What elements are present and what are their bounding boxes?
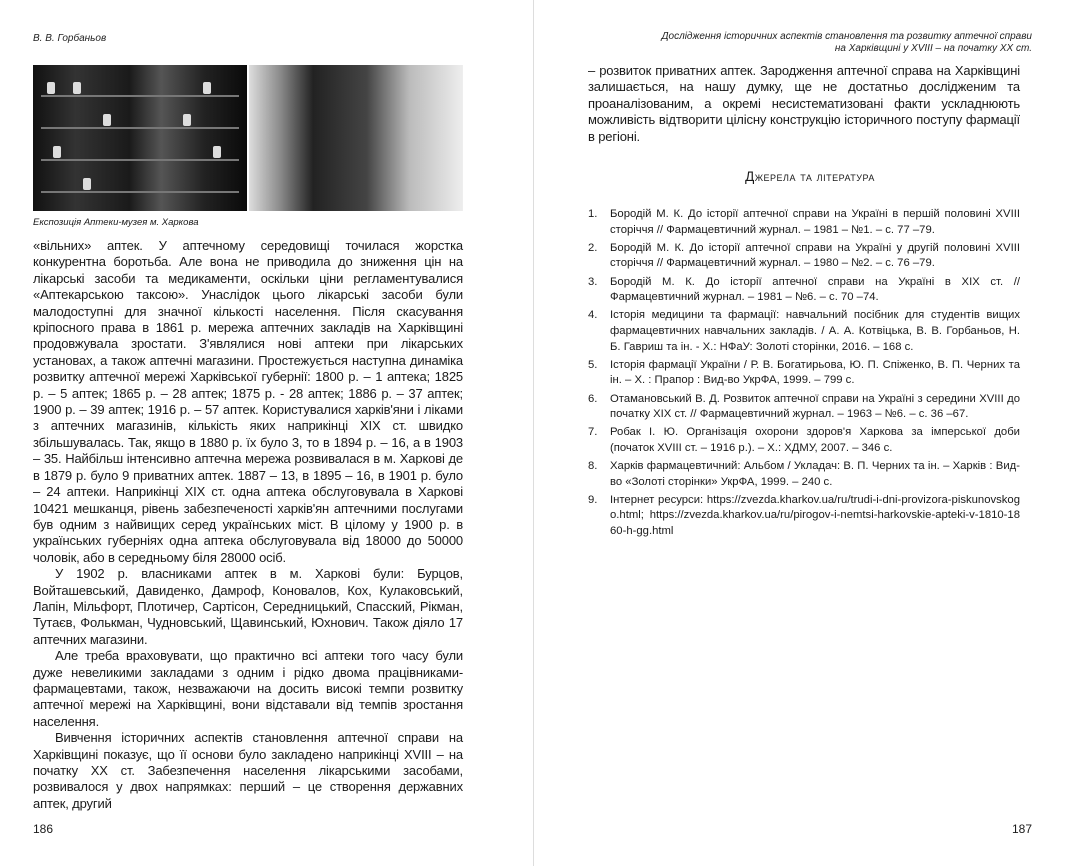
ref-number: 2. <box>588 241 598 254</box>
pharmacy-shelves-photo <box>33 65 247 211</box>
ref-text: Бородій М. К. До історії аптечної справи на Україні в першій половині XVIII сторіччя // Фармацевтичний журнал. – 1981 – №1. – с. 77 –79. <box>610 208 1020 236</box>
page-number: 186 <box>33 822 54 837</box>
reference-item <box>588 425 1020 456</box>
ref-number: 4. <box>588 309 598 322</box>
reference-item <box>588 207 1020 238</box>
ref-text: Робак І. Ю. Організація охорони здоров'я Харкова за імперської доби (початок XVIII ст. – 1916 р.). – Х.: ХДМУ, 2007. – 346 с. <box>610 426 1020 454</box>
ref-number: 3. <box>588 275 598 288</box>
ref-text: Бородій М. К. До історії аптечної справи на Україні у другій половині XVIII сторіччя // Фармацевтичний журнал. – 1980 – №2. – с. 76 –79. <box>610 241 1020 270</box>
pharmacy-interior-photo <box>249 65 463 211</box>
ref-text: Історія фармації України / Р. В. Богатирьова, Ю. П. Спіженко, В. П. Черних та ін. – Х. : Прапор : Вид-во УкрФА, 1999. – 799 с. <box>610 358 1020 387</box>
right-page <box>534 0 1068 866</box>
intro-text <box>588 63 1020 145</box>
references-heading: Джерела та література <box>745 169 875 185</box>
ref-number: 7. <box>588 426 598 439</box>
paragraph: – розвиток приватних аптек. Зародження аптечної справа на Харківщині залишається, на нашу думку, ще не достатньо дослідженим та проаналізованим, а окремі несистематизовані факти ускладнюють можливість відтворити цілісну конструкцію історичного поступу фармації в регіоні. <box>588 63 1020 144</box>
ref-number: 8. <box>588 460 598 473</box>
ref-number: 9. <box>588 493 598 506</box>
ref-number: 5. <box>588 358 598 371</box>
ref-text: Харків фармацевтичний: Альбом / Укладач: В. П. Черних та ін. – Харків : Вид-во «Золоті сторінки» УкрФА, 1999. – 240 с. <box>610 460 1020 488</box>
reference-item <box>588 275 1020 306</box>
paragraph: «вільних» аптек. У аптечному середовищі точилася жорстка конкурентна боротьба. Але вона не приводила до зниження цін на лікарські засоби та медикаменти, оскільки ціни регламентувалися «Аптекарською таксою». Унаслідок цього лікарські засоби були малодоступні для значної кількості населення. Після скасування кріпосного права в 1861 р. мережа аптечних закладів на Харківщині продовжувала зростати. З'являлися нові аптеки при лікарських установах, а також аптечні магазини. Простежується наступна динаміка розвитку аптечної мережі Харківської губернії: 1800 р. – 1 аптека; 1825 р. – 5 аптек; 1865 р. – 28 аптек; 1875 р. - 28 аптек; 1886 р. – 37 аптек; 1900 р. – 39 аптек; 1916 р. – 57 аптек. Користувалися харків'яни і ліками з аптечних магазинів, кількість яких наприкінці XIX ст. швидко збільшувалась. Так, якщо в 1880 р. їх було 3, то в 1894 р. – 16, а в 1903 – 35. Найбільш інтенсивно аптечна мережа розвивалася в м. Харкові де в 1879 р. було 9 приватних аптек. 1887 – 13, в 1895 – 16, в 1901 р. було – 24 аптеки. Наприкінці XIX ст. одна аптека обслуговувала в Харкові 10421 мешканця, рівень забезпеченості харків'ян аптечними послугами був одним з найвищих серед українських міст. В цілому у 1900 р. в українських губерніях одна аптека обслуговувала від 18000 до 50000 чоловік, або в середньому біля 28000 осіб. <box>33 238 463 565</box>
reference-item <box>588 358 1020 389</box>
references-list <box>588 207 1020 542</box>
body-text <box>33 238 463 812</box>
ref-text: Історія медицини та фармації: навчальний посібник для студентів вищих фармацевтичних навчальних закладів. / А. А. Котвіцька, В. В. Горбаньов, Н. Б. Гавриш та ін. - Х.: НФаУ: Золоті сторінки, 2016. – 168 с. <box>610 309 1020 353</box>
photo-caption: Експозиція Аптеки-музея м. Харкова <box>33 217 199 228</box>
reference-item <box>588 392 1020 423</box>
paragraph: У 1902 р. власниками аптек в м. Харкові були: Бурцов, Войташевський, Давиденко, Дамроф, Коновалов, Кох, Кулаковський, Лапін, Мільфорт, Плотичер, Сартісон, Середницький, Спасский, Рікман, Тутаєв, Фолькман, Чудновський, Щавинський, Юхнович. Також діяло 17 аптечних магазини. <box>33 566 463 647</box>
page-number: 187 <box>1011 822 1032 837</box>
reference-item <box>588 493 1020 540</box>
paragraph: Вивчення історичних аспектів становлення аптечної справи на Харківщині показує, що її основи було закладено наприкінці XVIII – на початку XX ст. Забезпечення населення лікарськими засобами, розвивалося у двох напрямках: перший – це створення державних аптек, другий <box>33 730 463 811</box>
header-line: Дослідження історичних аспектів становлення та розвитку аптечної справи <box>661 31 1032 42</box>
reference-item <box>588 459 1020 490</box>
running-header-title <box>588 31 1032 55</box>
running-header-author: В. В. Горбаньов <box>33 33 107 44</box>
reference-item <box>588 308 1020 355</box>
ref-number: 6. <box>588 392 598 405</box>
paragraph: Але треба враховувати, що практично всі аптеки того часу були дуже невеликими закладами з одним і рідко двома працівниками-фармацевтами, також, незважаючи на досить високі темпи розвитку аптечної мережі на Харківщині, вони відставали від темпів зростання населення. <box>33 648 463 729</box>
ref-text: Інтернет ресурси: https://zvezda.kharkov.ua/ru/trudi-i-dni-provizora-piskunovskogo.html; https://zvezda.kharkov.ua/ru/pirogov-i-nemtsi-harkovskie-apteki-v-1810-1860-h-gg.html <box>610 493 1020 538</box>
ref-text: Отамановський В. Д. Розвиток аптечної справи на Україні з середини XVIII до початку XIX ст. // Фармацевтичний журнал. – 1963 – №6. – с. 36 –67. <box>610 392 1020 421</box>
reference-item <box>588 241 1020 272</box>
museum-photos <box>33 65 463 211</box>
ref-text: Бородій М. К. До історії аптечної справи на Україні в XIX ст. // Фармацевтичний журнал. – 1981 – №6. – с. 70 –74. <box>610 275 1020 304</box>
ref-number: 1. <box>588 208 598 221</box>
header-line: на Харківщині у XVIII – на початку XX ст. <box>834 43 1032 54</box>
